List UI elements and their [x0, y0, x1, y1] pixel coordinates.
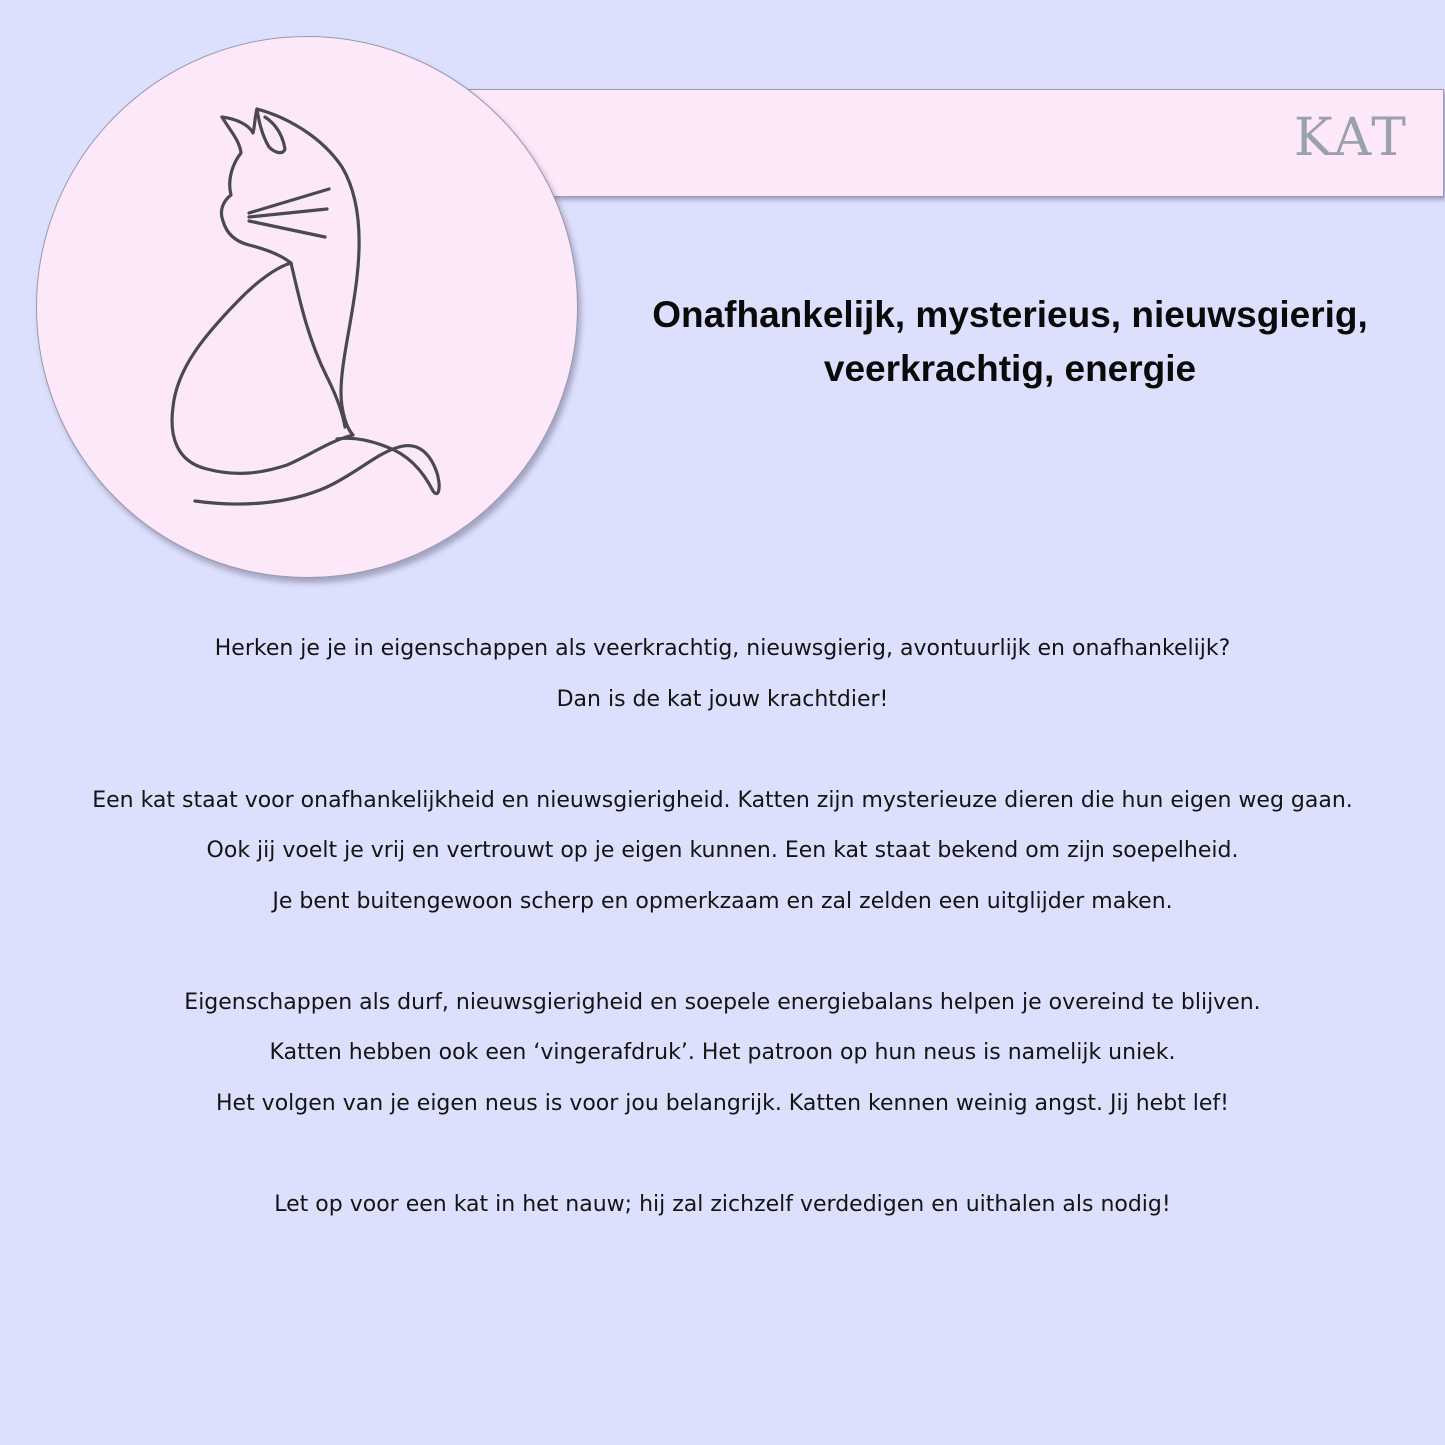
paragraph-gap: [0, 927, 1445, 978]
body-line: Katten hebben ook een ‘vingerafdruk’. Het patroon op hun neus is namelijk uniek.: [269, 1040, 1176, 1065]
page-title: KAT: [1293, 108, 1409, 168]
paragraph-gap: [0, 725, 1445, 776]
body-line: Herken je je in eigenschappen als veerkrachtig, nieuwsgierig, avontuurlijk en onafhankelijk?: [214, 636, 1231, 661]
body-line: Ook jij voelt je vrij en vertrouwt op je eigen kunnen. Een kat staat bekend om zijn soepelheid.: [206, 838, 1239, 863]
body-line: Eigenschappen als durf, nieuwsgierigheid en soepele energiebalans helpen je overeind te blijven.: [184, 989, 1261, 1015]
body-text: [0, 624, 1445, 1230]
paragraph-gap: [0, 1129, 1445, 1180]
headline-line-2: veerkrachtig, energie: [823, 348, 1197, 389]
cat-outline-icon: [37, 37, 578, 578]
cat-emblem: [36, 36, 578, 578]
body-line: Je bent buitengewoon scherp en opmerkzaam en zal zelden een uitglijder maken.: [272, 888, 1173, 914]
body-line: Dan is de kat jouw krachtdier!: [556, 686, 889, 712]
headline-line-1: Onafhankelijk, mysterieus, nieuwsgierig,: [652, 294, 1368, 335]
headline: [590, 288, 1430, 396]
body-line: Het volgen van je eigen neus is voor jou belangrijk. Katten kennen weinig angst. Jij hebt lef!: [215, 1090, 1229, 1116]
body-line: Let op voor een kat in het nauw; hij zal zichzelf verdedigen en uithalen als nodig!: [274, 1191, 1171, 1217]
body-line: Een kat staat voor onafhankelijkheid en nieuwsgierigheid. Katten zijn mysterieuze dieren die hun eigen weg gaan.: [92, 787, 1353, 813]
